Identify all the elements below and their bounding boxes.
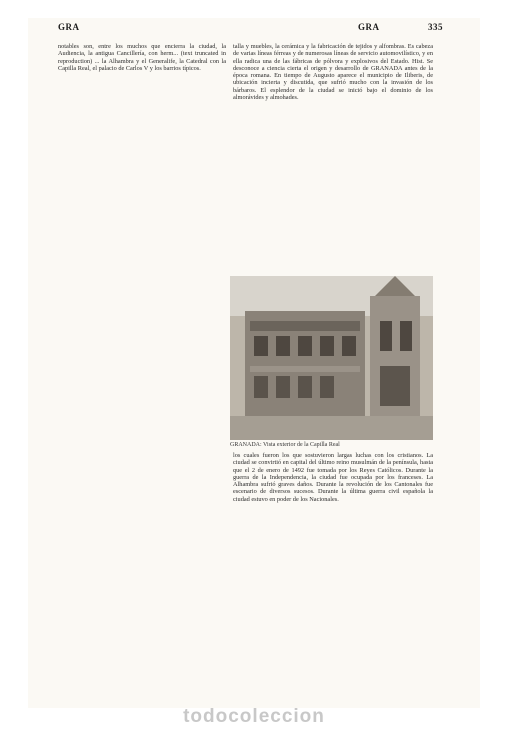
text-column-right-top [233,43,433,273]
building-illustration [230,276,433,440]
column-left-text: notables son, entre los muchos que encierra la ciudad, la Audiencia, la antigua Cancillería, con herm... (text truncated in reproduction) ... la Alhambra y el Generalife, la Catedral con la Capilla Real, el palacio de Carlos V y los barrios típicos. [58,43,226,72]
photo-capilla-real [230,276,433,440]
page-number: 335 [428,22,443,32]
column-right-top-text: talla y muebles, la cerámica y la fabricación de tejidos y alfombras. Es cabeza de varias líneas férreas y de numerosas líneas de servicio automovilístico, y en ella radica una de las fábricas de pólvora y explosivos del Estado. Hist. Se desconoce a ciencia cierta el origen y desarrollo de GRANADA antes de la época romana. En tiempo de Augusto aparece el municipio de Iliberis, de ubicación incierta y discutida, que sufrió mucho con la invasión de los bárbaros. El esplendor de la ciudad se inició bajo el dominio de los almorávides y almohades. [233,43,433,101]
photo-caption: GRANADA: Vista exterior de la Capilla Real [230,442,340,448]
running-head-right: GRA [358,22,380,32]
text-column-left [58,43,226,683]
column-right-bottom-text: los cuales fueron los que sostuvieron largas luchas con los cristianos. La ciudad se convirtió en capital del último reino musulmán de la península, hasta que el 2 de enero de 1492 fue tomada por los Reyes Católicos. Durante la guerra de la Independencia, la ciudad fue ocupada por los franceses. La Alhambra sufrió graves daños. Durante la revolución de los Cantonales fue escenario de diversos sucesos. Durante la última guerra civil española la ciudad estuvo en poder de los Nacionales. [233,452,433,503]
text-column-right-bottom [233,452,433,692]
page-sheet [28,18,480,708]
running-head-left: GRA [58,22,80,32]
watermark: todocoleccion [183,706,325,727]
